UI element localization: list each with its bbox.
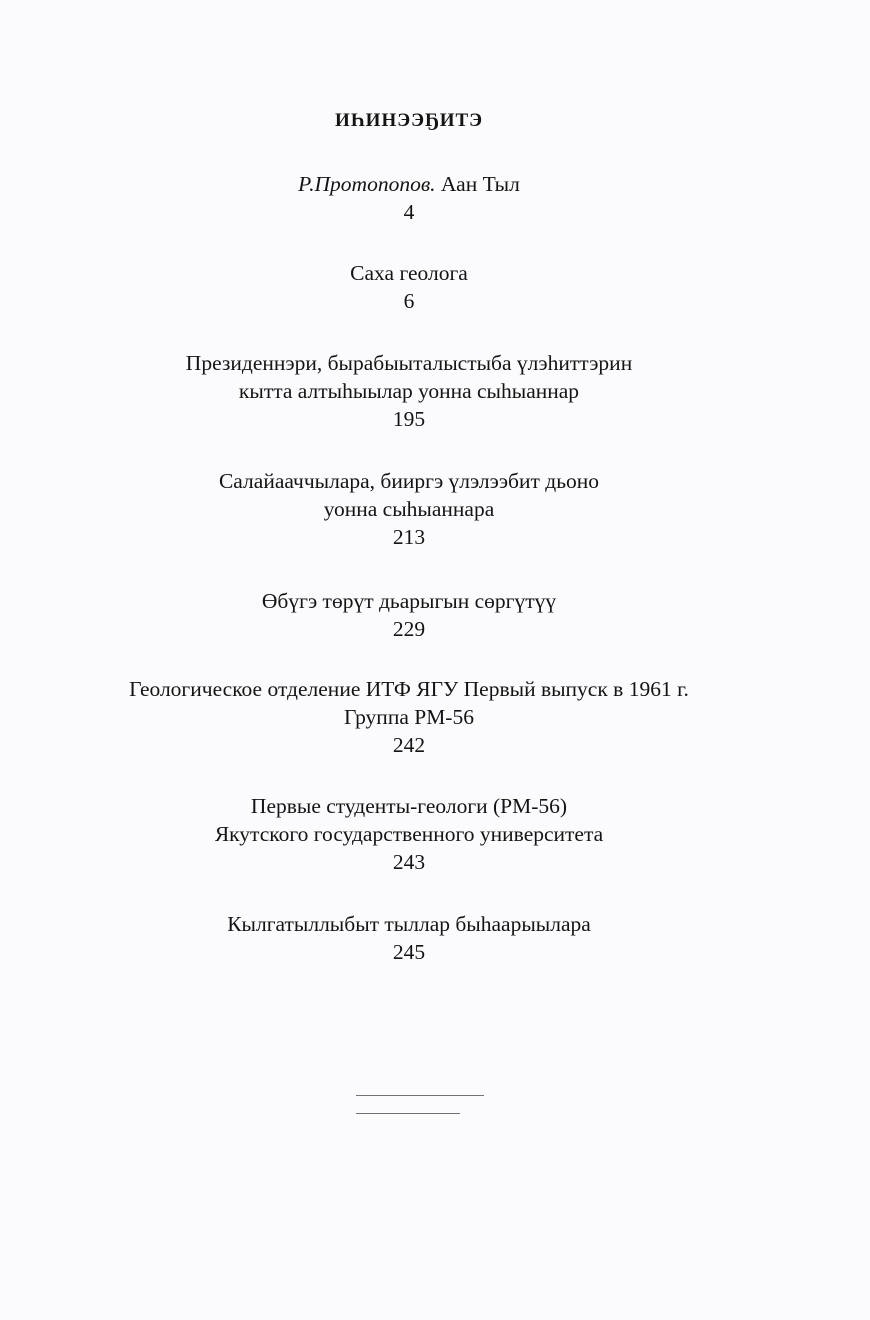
toc-entry-page: 213	[392, 525, 426, 549]
toc-entry-title-line: Якутского государственного университета	[214, 822, 604, 846]
toc-entry[interactable]	[0, 467, 818, 551]
toc-entry-page: 242	[392, 733, 426, 757]
toc-entry-title: Кылгатыллыбыт тыллар быһаарыылара	[227, 912, 591, 936]
toc-entry-title: Саха геолога	[350, 261, 468, 285]
toc-entry-title-line: Геологическое отделение ИТФ ЯГУ Первый выпуск в 1961 г.	[129, 677, 689, 701]
toc-entry-page: 243	[392, 850, 426, 874]
toc-entry-author: Р.Протопопов.	[298, 172, 436, 196]
bleed-through-rule	[356, 1113, 460, 1114]
toc-entry[interactable]	[0, 349, 818, 433]
toc-entry[interactable]	[0, 910, 818, 966]
toc-entry[interactable]	[0, 259, 818, 315]
toc-entry-title-line: Салайааччылара, бииргэ үлэлээбит дьоно	[218, 469, 600, 493]
toc-heading: ИҺИНЭЭҔИТЭ	[334, 110, 484, 131]
toc-entry[interactable]	[0, 675, 818, 759]
toc-entry[interactable]	[0, 170, 818, 226]
toc-entry-title-line: Первые студенты-геологи (РМ-56)	[250, 794, 568, 818]
toc-entry-title-line: кытта алтыһыылар уонна сыһыаннар	[238, 379, 580, 403]
toc-entry-page: 4	[403, 200, 415, 224]
toc-entry-page: 245	[392, 940, 426, 964]
toc-entry[interactable]	[0, 587, 818, 643]
toc-entry[interactable]	[0, 792, 818, 876]
toc-entry-title-line: уонна сыһыаннара	[323, 497, 495, 521]
toc-entry-title-line: Президеннэри, бырабыыталыстыба үлэһиттэрин	[185, 351, 633, 375]
toc-entry-title-line: Группа РМ-56	[344, 705, 474, 729]
bleed-through-rule	[356, 1095, 484, 1096]
toc-entry-title: Өбүгэ төрүт дьарыгын сөргүтүү	[261, 589, 557, 613]
toc-entry-page: 6	[403, 289, 415, 313]
toc-entry-title: Аан Тыл	[440, 172, 520, 196]
toc-entry-page: 229	[392, 617, 426, 641]
toc-entry-page: 195	[392, 407, 426, 431]
